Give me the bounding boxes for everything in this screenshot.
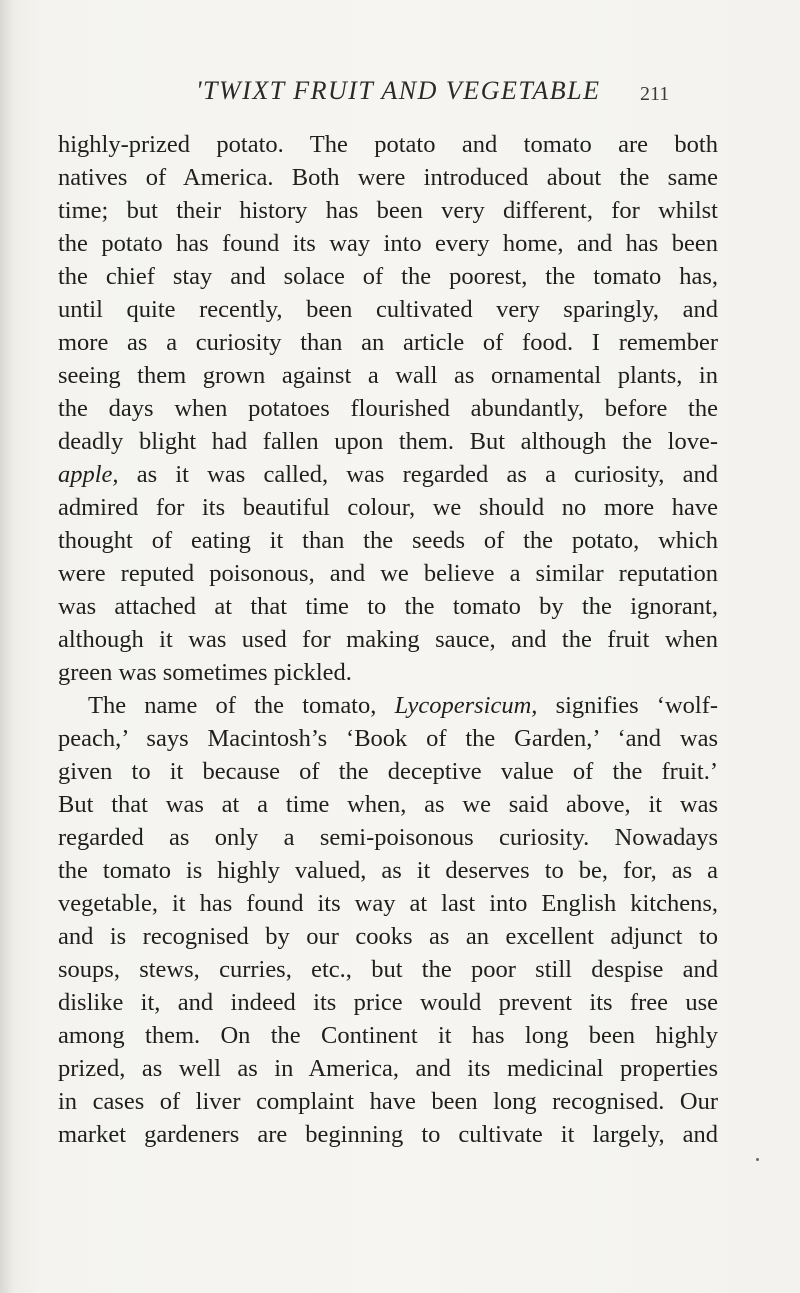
text-line: although it was used for making sauce, and the fruit when (58, 626, 718, 653)
text-line: thought of eating it than the seeds of the potato, which (58, 527, 718, 554)
text-line: until quite recently, been cultivated very sparingly, and (58, 296, 718, 323)
italic-term: Lycopersicum, (394, 692, 538, 719)
page-number: 211 (640, 83, 670, 105)
running-title: 'TWIXT FRUIT AND VEGETABLE (196, 76, 601, 105)
text-line: given to it because of the deceptive value of the fruit.’ (58, 758, 718, 785)
page-gutter-shadow (0, 0, 14, 1293)
text-line: was attached at that time to the tomato by the ignorant, (58, 593, 718, 620)
text-line: natives of America. Both were introduced about the same (58, 164, 718, 191)
text-line: admired for its beautiful colour, we should no more have (58, 494, 718, 521)
text-line: among them. On the Continent it has long been highly (58, 1022, 718, 1049)
body-text (58, 128, 718, 1151)
text-line: market gardeners are beginning to cultivate it largely, and (58, 1121, 718, 1148)
text-line: dislike it, and indeed its price would prevent its free use (58, 989, 718, 1016)
text-line: in cases of liver complaint have been long recognised. Our (58, 1088, 718, 1115)
text-line: time; but their history has been very different, for whilst (58, 197, 718, 224)
text-line: soups, stews, curries, etc., but the poor still despise and (58, 956, 718, 983)
text-line: the chief stay and solace of the poorest, the tomato has, (58, 263, 718, 290)
text-line (58, 689, 718, 722)
text-line: vegetable, it has found its way at last into English kitchens, (58, 890, 718, 917)
text-line (58, 425, 718, 458)
text-line: and is recognised by our cooks as an excellent adjunct to (58, 923, 718, 950)
text-line: highly-prized potato. The potato and tomato are both (58, 131, 718, 158)
text-line: peach,’ says Macintosh’s ‘Book of the Garden,’ ‘and was (58, 725, 718, 752)
text-span: deadly blight had fallen upon them. But although the love- (58, 428, 718, 455)
page-header (0, 70, 800, 110)
text-line: more as a curiosity than an article of food. I remember (58, 329, 718, 356)
text-line: prized, as well as in America, and its medicinal properties (58, 1055, 718, 1082)
text-line: seeing them grown against a wall as ornamental plants, in (58, 362, 718, 389)
text-span: signifies ‘wolf- (537, 692, 719, 719)
italic-term: apple, (58, 461, 119, 488)
text-line: the days when potatoes flourished abundantly, before the (58, 395, 718, 422)
text-line: But that was at a time when, as we said above, it was (58, 791, 718, 818)
paper-speck (756, 1158, 759, 1161)
text-line: the tomato is highly valued, as it deserves to be, for, as a (58, 857, 718, 884)
text-span: as it was called, was regarded as a curiosity, and (118, 461, 718, 488)
text-line: the potato has found its way into every home, and has been (58, 230, 718, 257)
text-line (58, 458, 718, 491)
text-line: regarded as only a semi-poisonous curiosity. Nowadays (58, 824, 718, 851)
text-line: green was sometimes pickled. (58, 659, 352, 686)
text-line: were reputed poisonous, and we believe a similar reputation (58, 560, 718, 587)
text-span: The name of the tomato, (88, 692, 395, 719)
